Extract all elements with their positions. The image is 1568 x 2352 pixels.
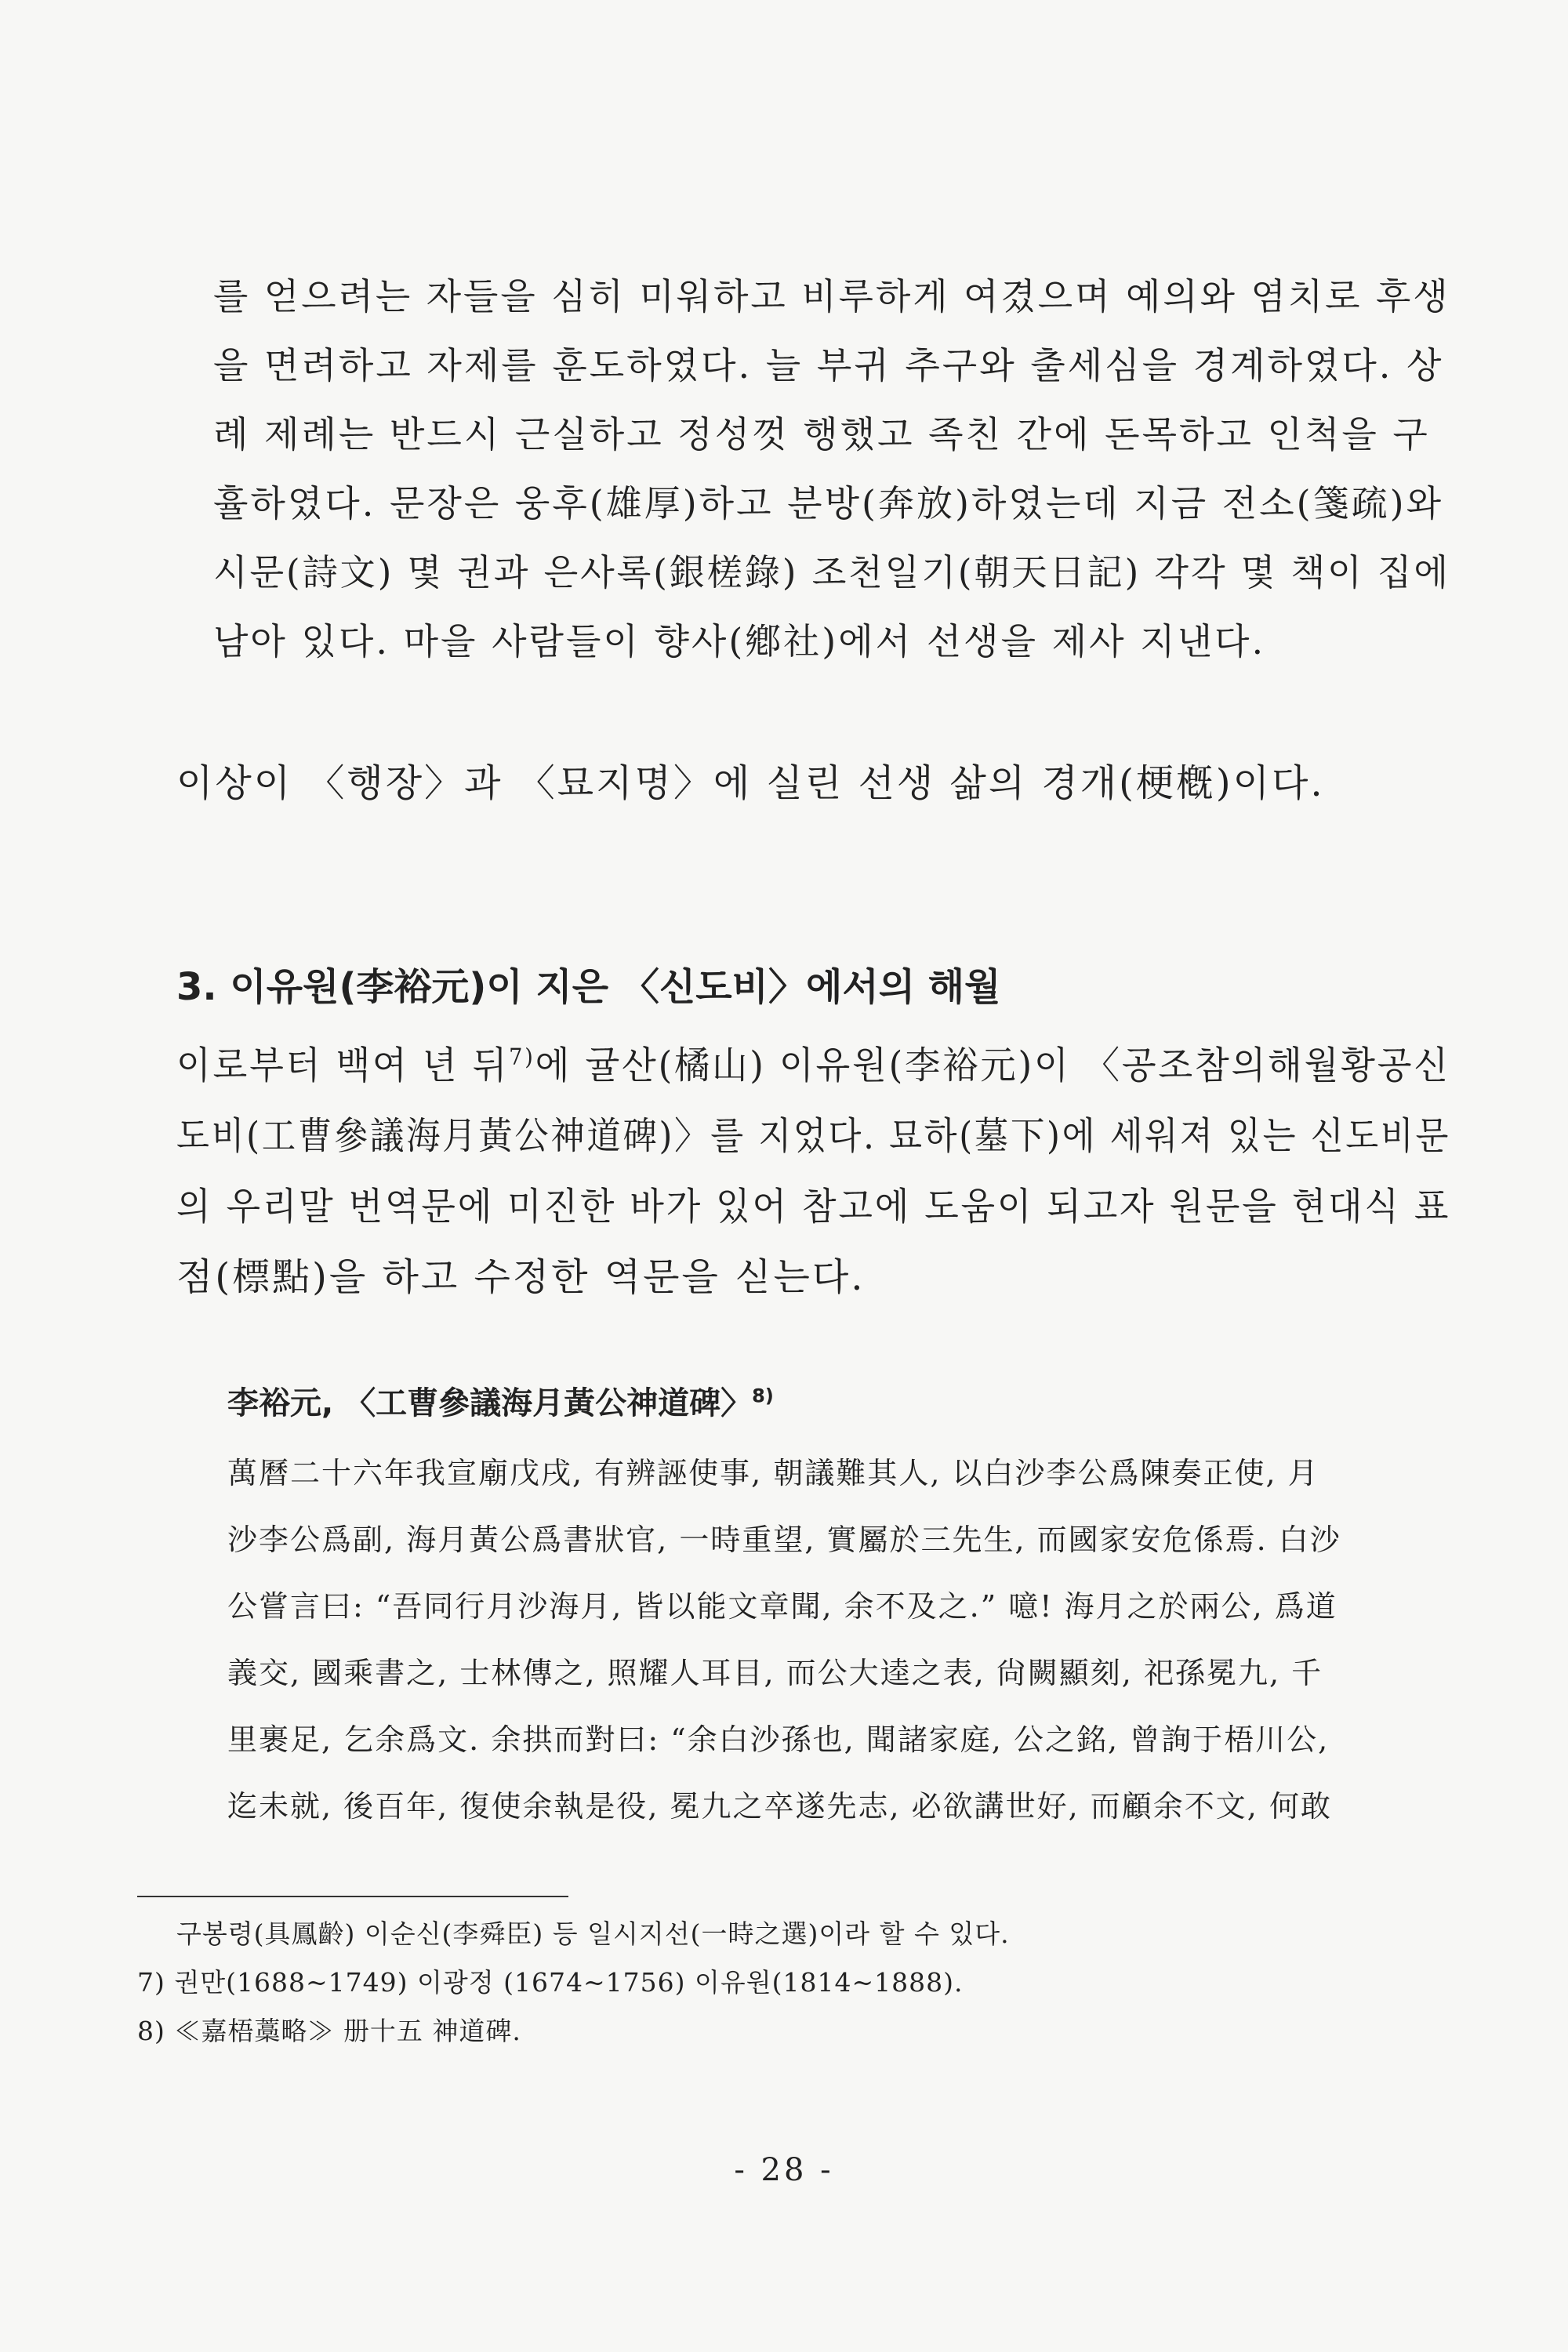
intro-line-1-start: 이로부터 백여 년 뒤 [176,1044,510,1087]
footnote-7: 7) 권만(1688~1749) 이광정 (1674~1756) 이유원(1814~1888). [137,1967,964,1998]
footnote-8: 8) ≪嘉梧藁略≫ 册十五 神道碑. [137,2016,521,2046]
paragraph-line-5: 시문(詩文) 몇 권과 은사록(銀槎錄) 조천일기(朝天日記) 각각 몇 책이 집에 [213,551,1450,593]
classical-title-text: 李裕元, 〈工曹參議海月黃公神道碑〉 [227,1385,753,1421]
section-heading: 3. 이유원(李裕元)이 지은 〈신도비〉에서의 해월 [176,965,1001,1009]
summary-line: 이상이 〈행장〉과 〈묘지명〉에 실린 선생 삶의 경개(梗槪)이다. [176,761,1325,805]
footnote-ref-8: 8) [752,1385,774,1407]
classical-line-2: 沙李公爲副, 海月黃公爲書狀官, 一時重望, 實屬於三先生, 而國家安危係焉. 白沙 [227,1523,1341,1557]
intro-line-4: 점(標點)을 하고 수정한 역문을 싣는다. [176,1255,866,1299]
classical-line-3: 公嘗言曰: “吾同行月沙海月, 皆以能文章聞, 余不及之.” 噫! 海月之於兩公, 爲道 [227,1589,1338,1624]
classical-title [227,1385,774,1421]
paragraph-line-6: 남아 있다. 마을 사람들이 향사(鄕社)에서 선생을 제사 지낸다. [213,620,1266,662]
classical-line-5: 里裹足, 乞余爲文. 余拱而對曰: “余白沙孫也, 聞諸家庭, 公之銘, 曾詢于梧川公, [227,1722,1330,1757]
classical-line-6: 迄未就, 後百年, 復使余執是役, 冕九之卒遂先志, 必欲講世好, 而顧余不文, 何敢 [227,1789,1332,1824]
intro-line-1 [176,1044,1450,1087]
paragraph-line-2: 을 면려하고 자제를 훈도하였다. 늘 부귀 추구와 출세심을 경계하였다. 상 [213,344,1444,387]
classical-line-4: 義交, 國乘書之, 士林傳之, 照耀人耳目, 而公大逵之表, 尙闕顯刻, 祀孫冕九, 千 [227,1656,1323,1690]
intro-line-2: 도비(工曹參議海月黃公神道碑)〉를 지었다. 묘하(墓下)에 세워져 있는 신도비문 [176,1114,1451,1158]
classical-line-1: 萬曆二十六年我宣廟戊戌, 有辨誣使事, 朝議難其人, 以白沙李公爲陳奏正使, 月 [227,1456,1319,1490]
footnote-ref-7: 7) [509,1044,535,1070]
intro-line-3: 의 우리말 번역문에 미진한 바가 있어 참고에 도움이 되고자 원문을 현대식 표 [176,1185,1451,1229]
paragraph-line-3: 례 제례는 반드시 근실하고 정성껏 행했고 족친 간에 돈목하고 인척을 구 [213,413,1430,456]
paragraph-line-1: 를 얻으려는 자들을 심히 미워하고 비루하게 여겼으며 예의와 염치로 후생 [213,275,1450,318]
page-number: - 28 - [734,2152,834,2188]
intro-line-1-end: 에 귤산(橘山) 이유원(李裕元)이 〈공조참의해월황공신 [535,1044,1450,1087]
footnote-divider [137,1896,568,1897]
paragraph-line-4: 휼하였다. 문장은 웅후(雄厚)하고 분방(奔放)하였는데 지금 전소(箋疏)와 [213,482,1444,524]
footnote-continued: 구봉령(具鳳齡) 이순신(李舜臣) 등 일시지선(一時之選)이라 할 수 있다. [176,1918,1010,1949]
